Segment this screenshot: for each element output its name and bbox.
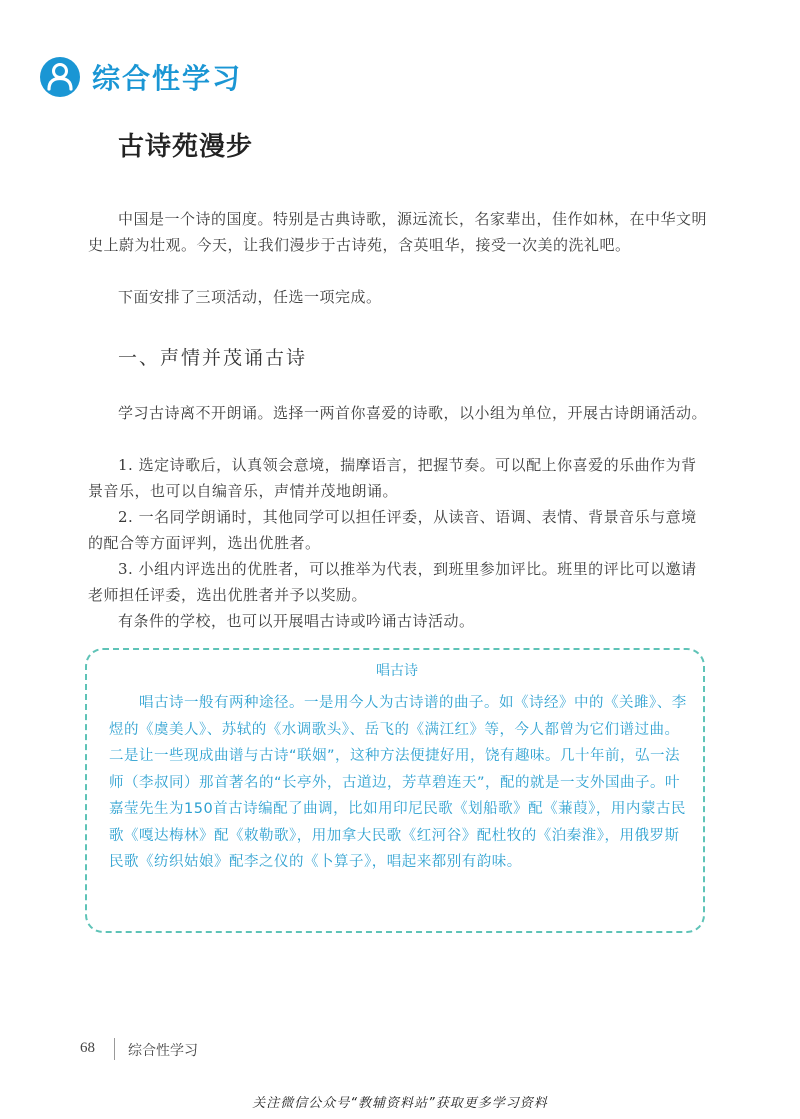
section-heading: 一、声情并茂诵古诗 bbox=[118, 347, 308, 369]
section-note: 有条件的学校，也可以开展唱古诗或吟诵古诗活动。 bbox=[118, 612, 475, 630]
activity-step-3: 3. 小组内评选出的优胜者，可以推举为代表，到班里参加评比。班里的评比可以邀请老师担任评委，选出优胜者并予以奖励。 bbox=[88, 560, 697, 604]
chapter-header bbox=[40, 55, 242, 99]
sidebar-box bbox=[85, 648, 705, 933]
lesson-title: 古诗苑漫步 bbox=[118, 132, 254, 162]
footer-section-label: 综合性学习 bbox=[128, 1043, 198, 1059]
activity-step-2: 2. 一名同学朗诵时，其他同学可以担任评委，从读音、语调、表情、背景音乐与意境的配合等方面评判，选出优胜者。 bbox=[88, 508, 697, 552]
page-number: 68 bbox=[80, 1040, 95, 1056]
watermark-text: 关注微信公众号“教辅资料站”获取更多学习资料 bbox=[252, 1096, 548, 1111]
intro-paragraph: 中国是一个诗的国度。特别是古典诗歌，源远流长，名家辈出，佳作如林，在中华文明史上蔚为壮观。今天，让我们漫步于古诗苑，含英咀华，接受一次美的洗礼吧。 bbox=[88, 210, 708, 254]
section-paragraph: 学习古诗离不开朗诵。选择一两首你喜爱的诗歌，以小组为单位，开展古诗朗诵活动。 bbox=[118, 404, 708, 422]
chapter-title: 综合性学习 bbox=[92, 62, 243, 95]
activity-step-1: 1. 选定诗歌后，认真领会意境，揣摩语言，把握节奏。可以配上你喜爱的乐曲作为背景音乐，也可以自编音乐，声情并茂地朗诵。 bbox=[88, 456, 697, 500]
footer-divider bbox=[114, 1038, 115, 1060]
person-icon bbox=[40, 57, 80, 97]
intro-instruction: 下面安排了三项活动，任选一项完成。 bbox=[118, 288, 382, 306]
sidebar-box-text: 唱古诗一般有两种途径。一是用今人为古诗谱的曲子。如《诗经》中的《关雎》、李煜的《虞美人》、苏轼的《水调歌头》、岳飞的《满江红》等，今人都曾为它们谱过曲。二是让一些现成曲谱与古诗“联姻”，这种方法便捷好用，饶有趣味。几十年前，弘一法师（李叔同）那首著名的“长亭外，古道边，芳草碧连天”，配的就是一支外国曲子。叶嘉莹先生为150首古诗编配了曲调，比如用印尼民歌《划船歌》配《蒹葭》，用内蒙古民歌《嘎达梅林》配《敕勒歌》，用加拿大民歌《红河谷》配杜牧的《泊秦淮》，用俄罗斯民歌《纺织姑娘》配李之仪的《卜算子》，唱起来都别有韵味。 bbox=[109, 695, 687, 870]
sidebar-box-title: 唱古诗 bbox=[376, 663, 418, 679]
